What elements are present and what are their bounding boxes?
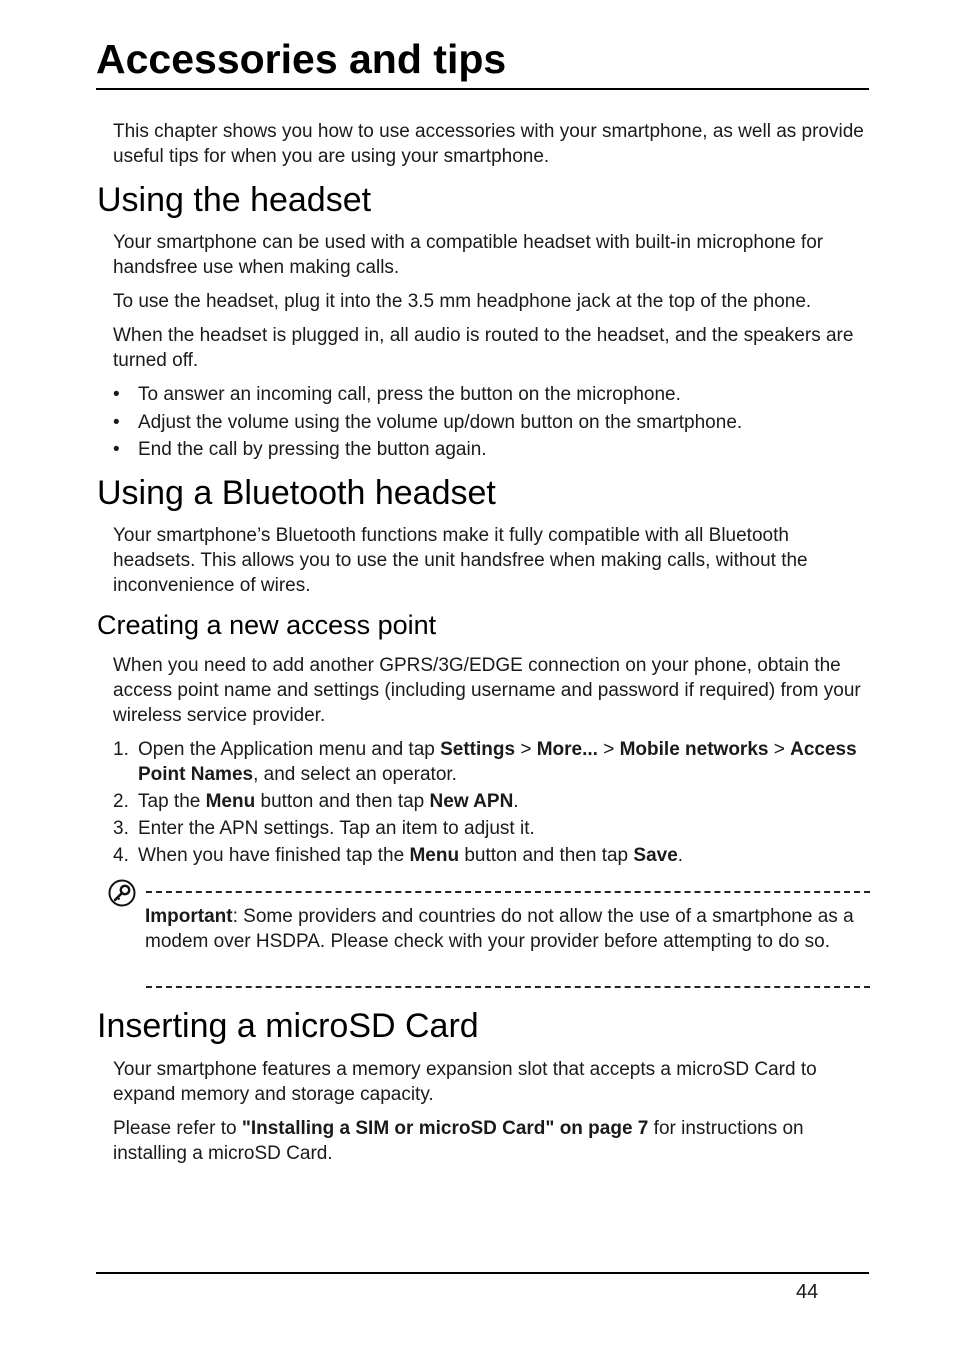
ui-term-more: More...	[536, 739, 598, 760]
numbered-step-2	[113, 789, 873, 814]
step-number: 1.	[113, 739, 129, 760]
cross-reference-link[interactable]: "Installing a SIM or microSD Card" on page 7	[241, 1118, 649, 1139]
bluetooth-paragraph: Your smartphone’s Bluetooth functions make it fully compatible with all Bluetooth headsets. This allows you to use the unit handsfree when making calls, without the inconvenience of wires.	[113, 525, 808, 596]
ui-term-save: Save	[633, 845, 678, 866]
ui-term-menu: Menu	[205, 791, 256, 812]
ui-term-new-apn: New APN	[429, 791, 514, 812]
heading-using-the-headset: Using the headset	[97, 181, 372, 219]
list-item	[113, 410, 873, 435]
step-text: Enter the APN settings. Tap an item to adjust it.	[138, 818, 535, 839]
microsd-paragraph-1: Your smartphone features a memory expansion slot that accepts a microSD Card to expand memory and storage capacity.	[113, 1059, 817, 1105]
ui-term-settings: Settings	[440, 739, 516, 760]
note-label: Important	[145, 906, 233, 927]
ui-term-menu: Menu	[409, 845, 460, 866]
note-top-divider	[146, 891, 870, 893]
step-text: When you have finished tap the Menu button and then tap Save.	[138, 845, 684, 866]
title-rule	[96, 88, 869, 90]
headset-paragraph-1: Your smartphone can be used with a compatible headset with built-in microphone for handsfree use when making calls.	[113, 232, 824, 278]
bullet-marker: •	[113, 384, 120, 405]
access-point-paragraph: When you need to add another GPRS/3G/EDGE connection on your phone, obtain the access point name and settings (including username and password if required) from your wireless service provider.	[113, 655, 861, 726]
bullet-text: Adjust the volume using the volume up/down button on the smartphone.	[138, 412, 743, 433]
page-number: 44	[796, 1281, 819, 1303]
bullet-text: End the call by pressing the button again.	[138, 439, 487, 460]
step-text: Open the Application menu and tap Settings > More... > Mobile networks > Access Point Names, and select an operator.	[138, 739, 857, 785]
important-note-icon	[108, 879, 136, 907]
ui-term-access-point-names: Access Point Names	[138, 739, 857, 785]
step-number: 4.	[113, 845, 129, 866]
footer-rule	[96, 1272, 869, 1274]
microsd-paragraph-2: Please refer to "Installing a SIM or microSD Card" on page 7 for instructions on installing a microSD Card.	[113, 1118, 804, 1164]
numbered-step-3	[113, 816, 873, 841]
important-note-text: Important: Some providers and countries do not allow the use of a smartphone as a modem over HSDPA. Please check with your provider before attempting to do so.	[145, 906, 854, 952]
intro-paragraph: This chapter shows you how to use accessories with your smartphone, as well as provide useful tips for when you are using your smartphone.	[113, 121, 864, 167]
headset-paragraph-3: When the headset is plugged in, all audio is routed to the headset, and the speakers are turned off.	[113, 325, 854, 371]
bullet-marker: •	[113, 439, 120, 460]
bullet-text: To answer an incoming call, press the button on the microphone.	[138, 384, 681, 405]
heading-using-a-bluetooth-headset: Using a Bluetooth headset	[97, 474, 496, 512]
note-bottom-divider	[146, 986, 870, 988]
step-number: 3.	[113, 818, 129, 839]
headset-paragraph-2: To use the headset, plug it into the 3.5 mm headphone jack at the top of the phone.	[113, 291, 812, 312]
ui-term-mobile-networks: Mobile networks	[619, 739, 769, 760]
bullet-marker: •	[113, 412, 120, 433]
step-number: 2.	[113, 791, 129, 812]
list-item	[113, 437, 873, 462]
heading-creating-a-new-access-point: Creating a new access point	[97, 610, 437, 640]
heading-inserting-a-microsd-card: Inserting a microSD Card	[97, 1007, 479, 1045]
numbered-step-4	[113, 843, 873, 868]
page-title: Accessories and tips	[96, 36, 507, 82]
list-item	[113, 382, 873, 407]
step-text: Tap the Menu button and then tap New APN.	[138, 791, 519, 812]
numbered-step-1	[113, 737, 873, 787]
